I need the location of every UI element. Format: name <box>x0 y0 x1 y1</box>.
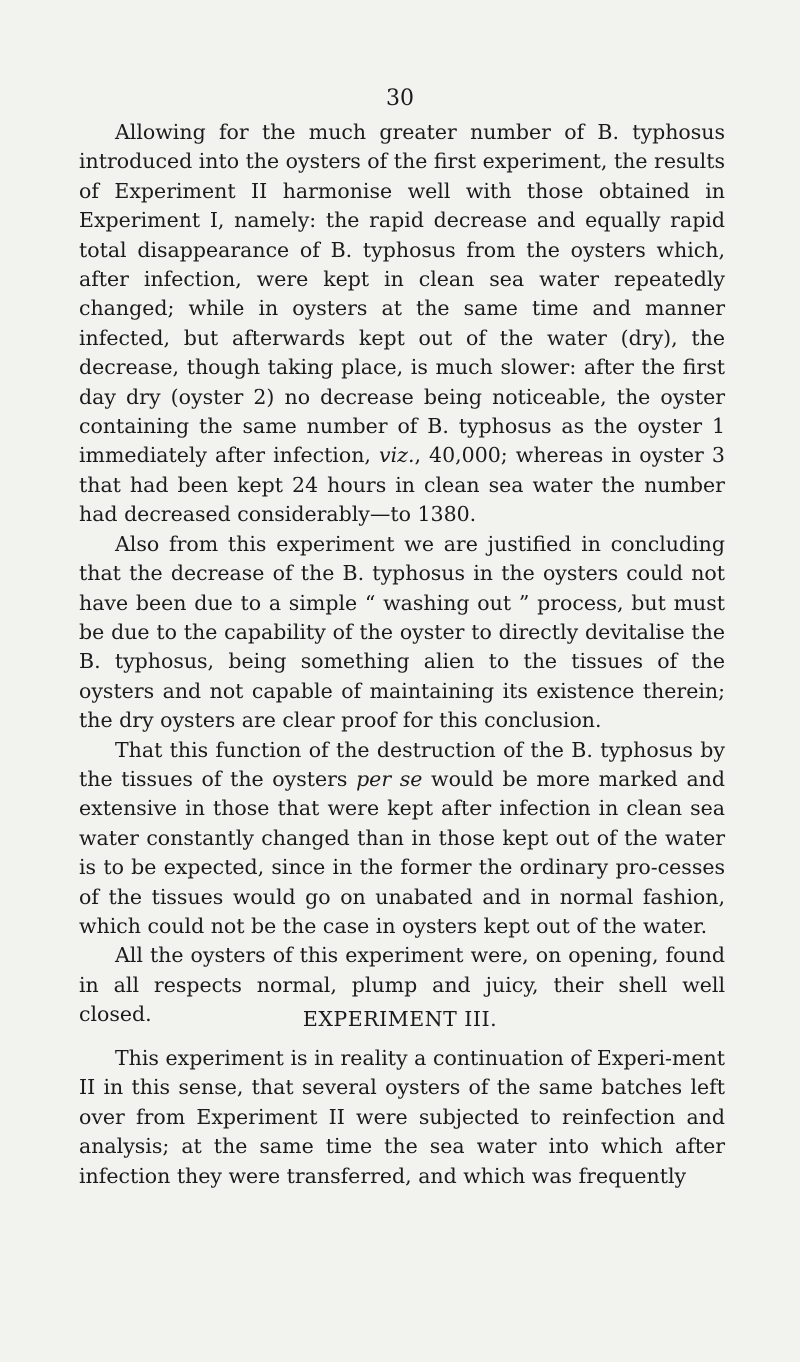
text-run: Allowing for the much greater number of B. typhosus introduced into the oysters of the first experiment, the results of Experiment II harmonise well with those obtained in Experiment I, namely: the rapid decrease and equally rapid total disappearance of B. typhosus from the oysters which, after infection, were kept in clean sea water repeatedly changed; while in oysters at the same time and manner infected, but afterwards kept out of the water (dry), the decrease, though taking place, is much slower: after the first day dry (oyster 2) no decrease being noticeable, the oyster containing the same number of B. typhosus as the oyster 1 immediately after infection, <box>79 120 726 468</box>
body-text-upper <box>79 118 725 1030</box>
text-run: , 40,000; whereas in oyster 3 that had been kept 24 hours in clean sea water the number had decreased considerably—to 1380. <box>79 443 725 527</box>
paragraph <box>79 736 725 942</box>
section-heading: EXPERIMENT III. <box>302 1007 498 1031</box>
text-run: would be more marked and extensive in those that were kept after infection in clean sea water constantly changed than in those kept out of the water is to be expected, since in the former the ordinary pro-cesses of the tissues would go on unabated and in normal fashion, which could not be the case in oysters kept out of the water. <box>79 766 725 938</box>
paragraph <box>79 118 725 530</box>
text-run: All the oysters of this experiment were, on opening, found in all respects normal, plump and juicy, their shell well closed. <box>79 943 725 1027</box>
text-run: Also from this experiment we are justified in concluding that the decrease of the B. typhosus in the oysters could not have been due to a simple “ washing out ” process, but must be due to the capability of the oyster to directly devitalise the B. typhosus, being something alien to the tissues of the oysters and not capable of maintaining its existence therein; the dry oysters are clear proof for this conclusion. <box>79 531 725 733</box>
italic-text-run: per se <box>356 766 423 791</box>
text-run: This experiment is in reality a continuation of Experi-ment II in this sense, that several oysters of the same batches left over from Experiment II were subjected to reinfection and analysis; at the same time the sea water into which after infection they were transferred, and which was frequently <box>79 1046 725 1188</box>
body-text-lower <box>79 1044 725 1191</box>
paragraph <box>79 1044 725 1191</box>
paragraph <box>79 530 725 736</box>
page-number: 30 <box>386 86 414 111</box>
text-run: That this function of the destruction of the B. typhosus by the tissues of the oysters <box>79 737 725 791</box>
italic-text-run: viz. <box>379 443 415 468</box>
